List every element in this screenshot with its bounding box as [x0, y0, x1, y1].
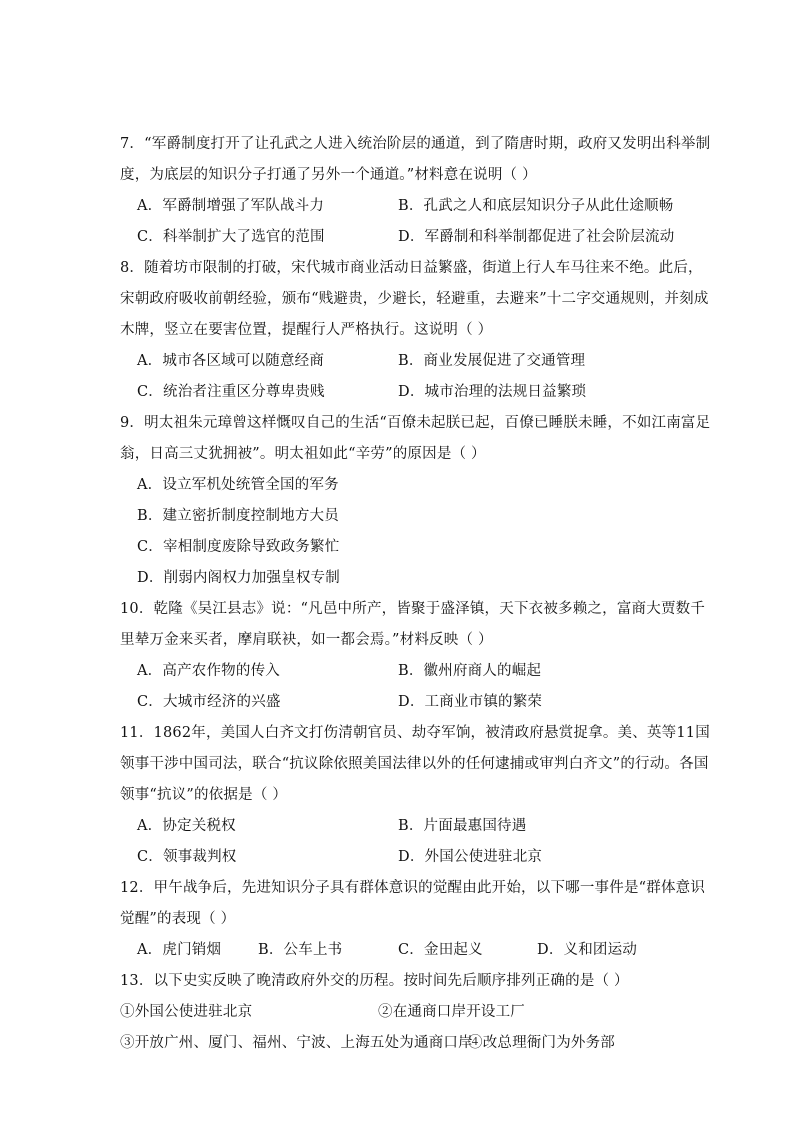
q7-option-b[interactable]: B．孔武之人和底层知识分子从此仕途顺畅: [398, 198, 674, 214]
q11-option-c[interactable]: C．领事裁判权: [137, 849, 237, 865]
q8-stem-line-2: 宋朝政府吸收前朝经验，颁布“贱避贵，少避长，轻避重，去避来”十二字交通规则，并刻成: [120, 291, 709, 307]
q8-option-b[interactable]: B．商业发展促进了交通管理: [398, 353, 586, 369]
q8-option-d[interactable]: D．城市治理的法规日益繁琐: [398, 384, 587, 400]
q10-stem-line-2: 里辇万金来买者，摩肩联袂，如一都会焉。”材料反映（ ）: [120, 632, 493, 648]
q7-option-a[interactable]: A．军爵制增强了军队战斗力: [137, 198, 325, 214]
q13-item-1: ①外国公使进驻北京: [120, 1004, 253, 1020]
q10-stem-line-1: 10．乾隆《吴江县志》说：“凡邑中所产，皆聚于盛泽镇，天下衣被多赖之，富商大贾数千: [120, 601, 706, 617]
q12-stem-line-1: 12．甲午战争后，先进知识分子具有群体意识的觉醒由此开始，以下哪一事件是“群体意识: [120, 880, 706, 896]
q13-stem-line-1: 13．以下史实反映了晚清政府外交的历程。按时间先后顺序排列正确的是（ ）: [120, 973, 629, 989]
q9-option-d[interactable]: D．削弱内阁权力加强皇权专制: [137, 570, 340, 586]
q11-option-b[interactable]: B．片面最惠国待遇: [398, 818, 527, 834]
q11-option-a[interactable]: A．协定关税权: [137, 818, 236, 834]
q8-stem-line-1: 8．随着坊市限制的打破，宋代城市商业活动日益繁盛，街道上行人车马往来不绝。此后，: [120, 260, 703, 276]
q10-option-d[interactable]: D．工商业市镇的繁荣: [398, 694, 543, 710]
q8-stem-line-3: 木牌，竖立在要害位置，提醒行人严格执行。这说明（ ）: [120, 322, 493, 338]
q10-option-b[interactable]: B．徽州府商人的崛起: [398, 663, 542, 679]
q11-stem-line-1: 11．1862年，美国人白齐文打伤清朝官员、劫夺军饷，被清政府悬赏捉拿。美、英等11国: [120, 725, 710, 741]
q12-option-a[interactable]: A．虎门销烟: [137, 942, 222, 958]
q7-option-d[interactable]: D．军爵制和科举制都促进了社会阶层流动: [398, 229, 675, 245]
q7-stem-line-1: 7．“军爵制度打开了让孔武之人进入统治阶层的通道，到了隋唐时期，政府又发明出科举制: [120, 136, 711, 152]
q12-stem-line-2: 觉醒”的表现（ ）: [120, 911, 236, 927]
q13-item-2: ②在通商口岸开设工厂: [378, 1004, 525, 1020]
q12-option-d[interactable]: D．义和团运动: [537, 942, 638, 958]
q11-stem-line-3: 领事“抗议”的依据是（ ）: [120, 787, 288, 803]
q7-option-c[interactable]: C．科举制扩大了选官的范围: [137, 229, 325, 245]
q8-option-a[interactable]: A．城市各区域可以随意经商: [137, 353, 325, 369]
q10-option-c[interactable]: C．大城市经济的兴盛: [137, 694, 281, 710]
q9-option-c[interactable]: C．宰相制度废除导致政务繁忙: [137, 539, 340, 555]
q13-item-3: ③开放广州、厦门、福州、宁波、上海五处为通商口岸: [120, 1035, 473, 1051]
q9-option-a[interactable]: A．设立军机处统管全国的军务: [137, 477, 339, 493]
q9-option-b[interactable]: B．建立密折制度控制地方大员: [137, 508, 339, 524]
q11-stem-line-2: 领事干涉中国司法，联合“抗议除依照美国法律以外的任何逮捕或审判白齐文”的行动。各国: [120, 756, 709, 772]
q13-item-4: ④改总理衙门为外务部: [468, 1035, 615, 1051]
q11-option-d[interactable]: D．外国公使进驻北京: [398, 849, 543, 865]
q9-stem-line-2: 翁，日高三丈犹拥被”。明太祖如此“辛劳”的原因是（ ）: [120, 446, 486, 462]
q7-stem-line-2: 度，为底层的知识分子打通了另外一个通道。”材料意在说明（ ）: [120, 167, 537, 183]
q12-option-c[interactable]: C．金田起义: [398, 942, 483, 958]
q9-stem-line-1: 9．明太祖朱元璋曾这样慨叹自己的生活“百僚未起朕已起，百僚已睡朕未睡，不如江南富足: [120, 415, 711, 431]
q8-option-c[interactable]: C．统治者注重区分尊卑贵贱: [137, 384, 325, 400]
q10-option-a[interactable]: A．高产农作物的传入: [137, 663, 280, 679]
q12-option-b[interactable]: B．公车上书: [258, 942, 343, 958]
